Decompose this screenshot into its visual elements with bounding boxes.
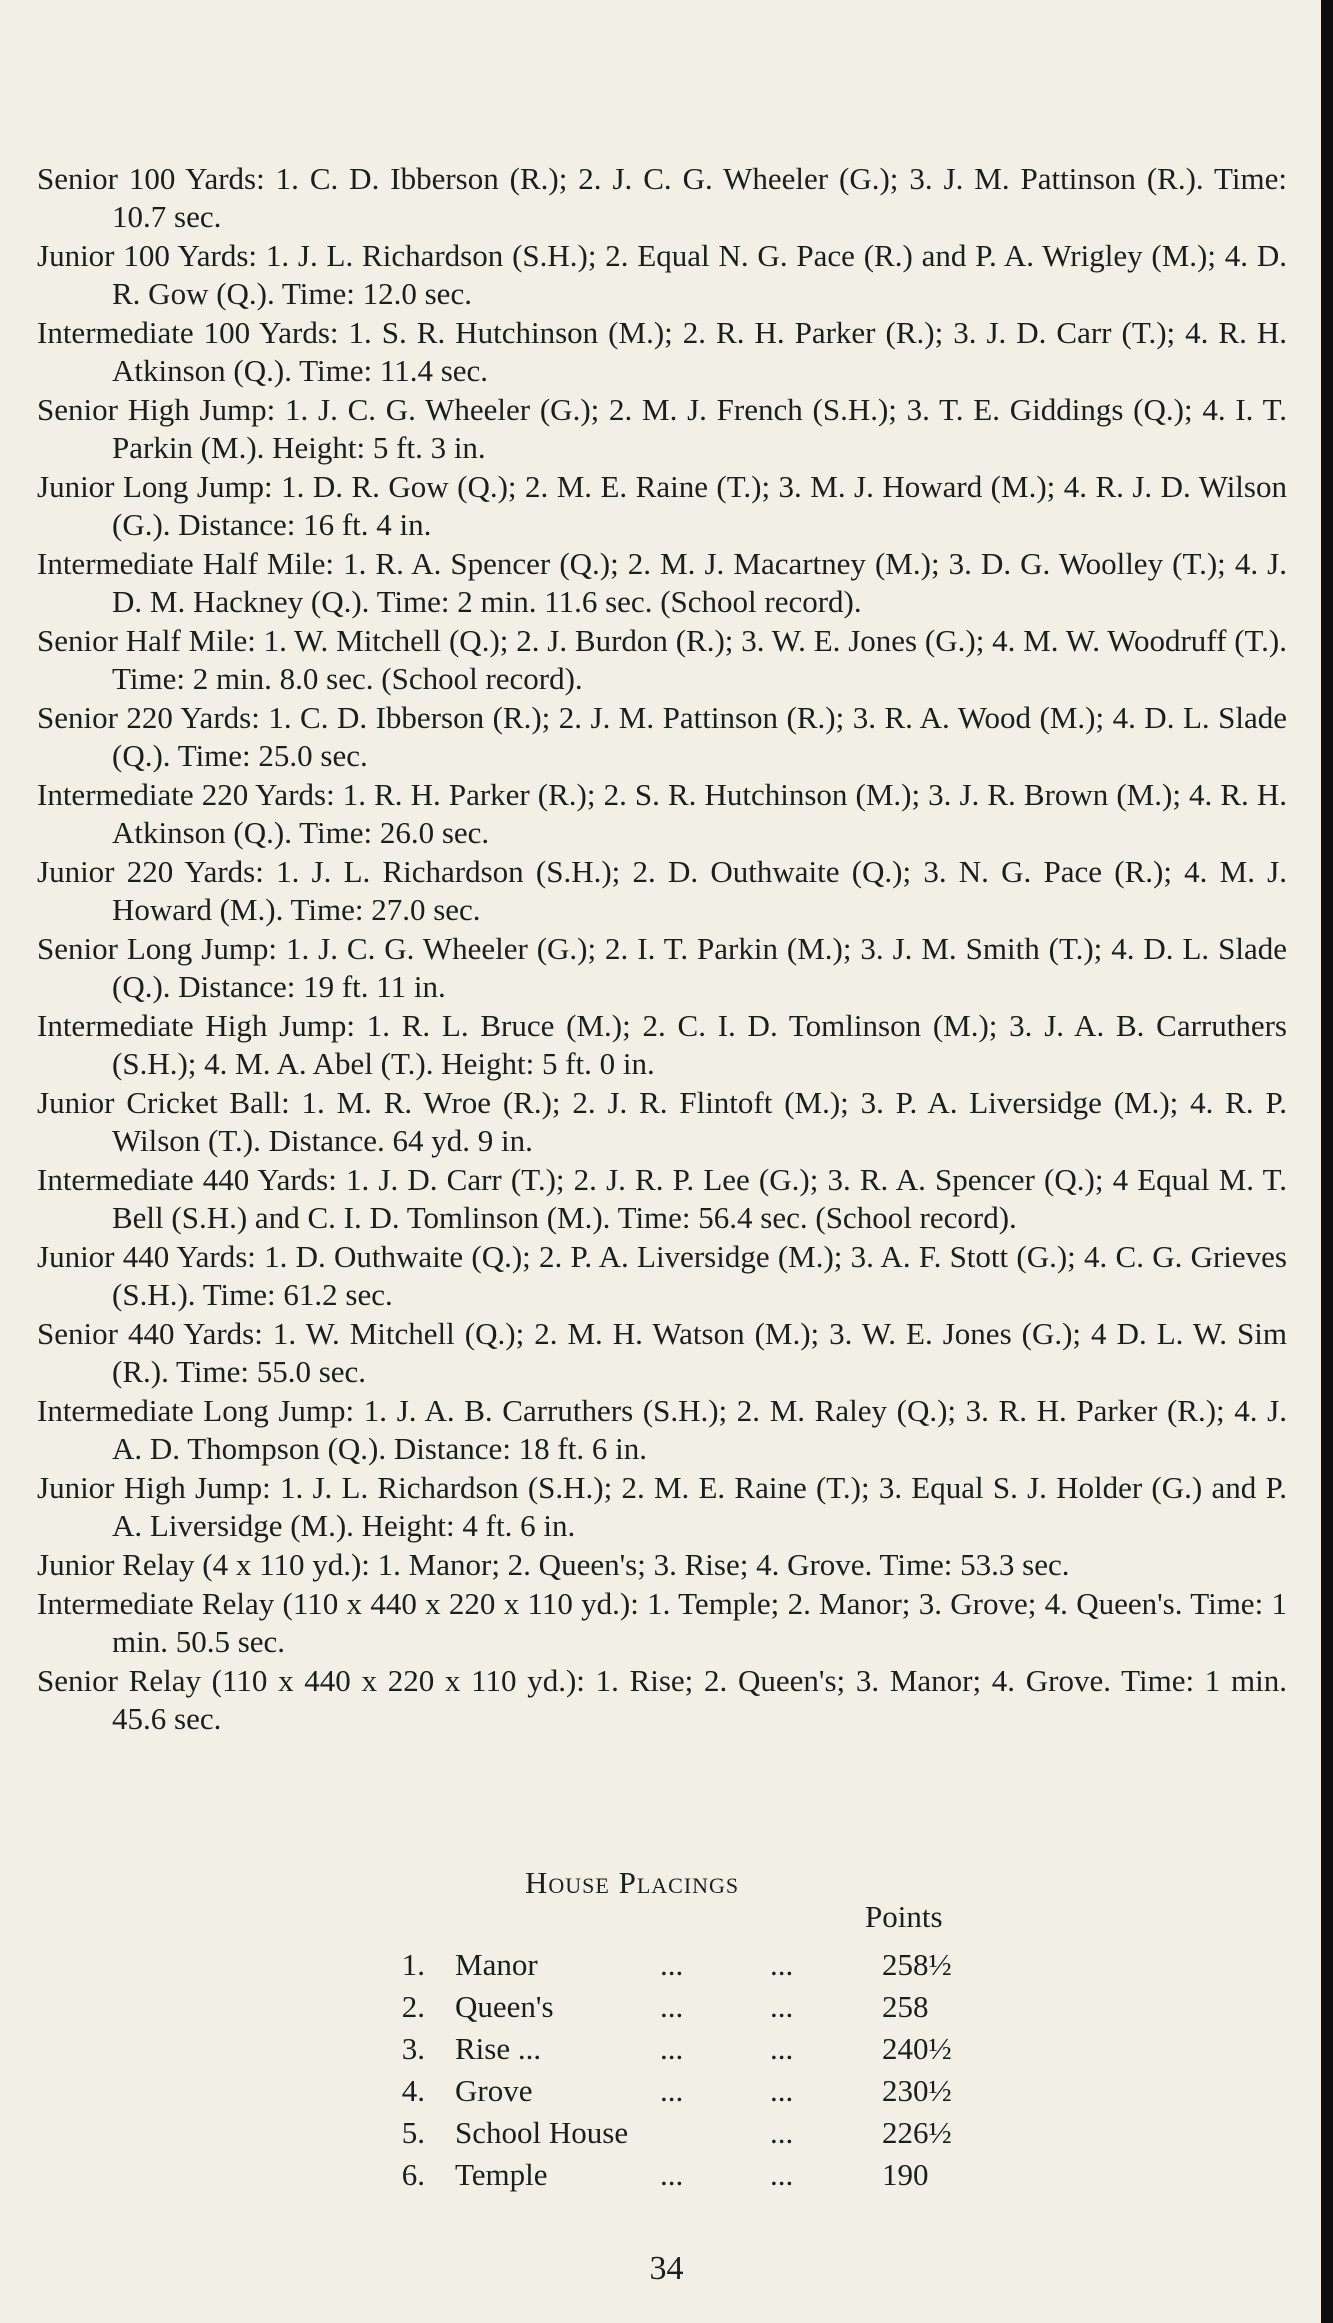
placing-points: 226½ bbox=[882, 2115, 952, 2150]
result-entry: Junior High Jump: 1. J. L. Richardson (S.H.); 2. M. E. Raine (T.); 3. Equal S. J. Holder (G.) and P. A. Liversidge (M.). Height: 4 ft. 6 in. bbox=[37, 1470, 1287, 1543]
placing-points: 190 bbox=[882, 2157, 929, 2192]
placing-rank: 2. bbox=[401, 1989, 425, 2024]
result-entry: Intermediate 440 Yards: 1. J. D. Carr (T.); 2. J. R. P. Lee (G.); 3. R. A. Spencer (Q.); 4 Equal M. T. Bell (S.H.) and C. I. D. Tomlinson (M.). Time: 56.4 sec. (School record). bbox=[37, 1162, 1287, 1235]
result-entry: Intermediate 220 Yards: 1. R. H. Parker (R.); 2. S. R. Hutchinson (M.); 3. J. R. Brown (M.); 4. R. H. Atkinson (Q.). Time: 26.0 sec. bbox=[37, 777, 1287, 850]
placing-row bbox=[0, 2157, 1333, 2199]
result-entry: Intermediate Half Mile: 1. R. A. Spencer (Q.); 2. M. J. Macartney (M.); 3. D. G. Woolley (T.); 4. J. D. M. Hackney (Q.). Time: 2 min. 11.6 sec. (School record). bbox=[37, 546, 1287, 619]
result-entry: Senior 440 Yards: 1. W. Mitchell (Q.); 2. M. H. Watson (M.); 3. W. E. Jones (G.); 4 D. L. W. Sim (R.). Time: 55.0 sec. bbox=[37, 1316, 1287, 1389]
leader-dots: ... bbox=[660, 2157, 684, 2192]
result-entry: Intermediate Relay (110 x 440 x 220 x 110 yd.): 1. Temple; 2. Manor; 3. Grove; 4. Queen's. Time: 1 min. 50.5 sec. bbox=[37, 1586, 1287, 1659]
result-entry: Intermediate High Jump: 1. R. L. Bruce (M.); 2. C. I. D. Tomlinson (M.); 3. J. A. B. Carruthers (S.H.); 4. M. A. Abel (T.). Height: 5 ft. 0 in. bbox=[37, 1008, 1287, 1081]
leader-dots: ... bbox=[770, 2031, 794, 2066]
leader-dots: ... bbox=[770, 1989, 794, 2024]
result-entry: Senior 220 Yards: 1. C. D. Ibberson (R.); 2. J. M. Pattinson (R.); 3. R. A. Wood (M.); 4. D. L. Slade (Q.). Time: 25.0 sec. bbox=[37, 700, 1287, 773]
result-entry: Junior 220 Yards: 1. J. L. Richardson (S.H.); 2. D. Outhwaite (Q.); 3. N. G. Pace (R.); 4. M. J. Howard (M.). Time: 27.0 sec. bbox=[37, 854, 1287, 927]
leader-dots: ... bbox=[660, 2031, 684, 2066]
leader-dots: ... bbox=[660, 2073, 684, 2108]
result-entry: Senior High Jump: 1. J. C. G. Wheeler (G.); 2. M. J. French (S.H.); 3. T. E. Giddings (Q.); 4. I. T. Parkin (M.). Height: 5 ft. 3 in. bbox=[37, 392, 1287, 465]
placing-rank: 6. bbox=[401, 2157, 425, 2192]
placing-house: School House bbox=[455, 2115, 629, 2150]
leader-dots: ... bbox=[770, 2115, 794, 2150]
placing-house: Temple bbox=[455, 2157, 548, 2192]
result-entry: Junior Cricket Ball: 1. M. R. Wroe (R.); 2. J. R. Flintoft (M.); 3. P. A. Liversidge (M.); 4. R. P. Wilson (T.). Distance. 64 yd. 9 in. bbox=[37, 1085, 1287, 1158]
leader-dots: ... bbox=[770, 2073, 794, 2108]
placing-house: Grove bbox=[455, 2073, 533, 2108]
placing-points: 230½ bbox=[882, 2073, 952, 2108]
placing-rank: 4. bbox=[401, 2073, 425, 2108]
result-entry: Junior Long Jump: 1. D. R. Gow (Q.); 2. M. E. Raine (T.); 3. M. J. Howard (M.); 4. R. J. D. Wilson (G.). Distance: 16 ft. 4 in. bbox=[37, 469, 1287, 542]
placing-house: Rise ... bbox=[455, 2031, 542, 2066]
leader-dots: ... bbox=[770, 1947, 794, 1982]
result-entry: Intermediate 100 Yards: 1. S. R. Hutchinson (M.); 2. R. H. Parker (R.); 3. J. D. Carr (T.); 4. R. H. Atkinson (Q.). Time: 11.4 sec. bbox=[37, 315, 1287, 388]
placing-points: 258 bbox=[882, 1989, 929, 2024]
placing-row bbox=[0, 1947, 1333, 1989]
placing-points: 240½ bbox=[882, 2031, 952, 2066]
placing-rank: 5. bbox=[401, 2115, 425, 2150]
result-entry: Senior Long Jump: 1. J. C. G. Wheeler (G.); 2. I. T. Parkin (M.); 3. J. M. Smith (T.); 4. D. L. Slade (Q.). Distance: 19 ft. 11 in. bbox=[37, 931, 1287, 1004]
placing-rank: 1. bbox=[401, 1947, 425, 1982]
result-entry: Junior Relay (4 x 110 yd.): 1. Manor; 2. Queen's; 3. Rise; 4. Grove. Time: 53.3 sec. bbox=[37, 1547, 1070, 1582]
placing-row bbox=[0, 1989, 1333, 2031]
placing-row bbox=[0, 2115, 1333, 2157]
result-entry: Intermediate Long Jump: 1. J. A. B. Carruthers (S.H.); 2. M. Raley (Q.); 3. R. H. Parker (R.); 4. J. A. D. Thompson (Q.). Distance: 18 ft. 6 in. bbox=[37, 1393, 1287, 1466]
house-placings-heading: House Placings bbox=[525, 1865, 740, 1900]
placing-points: 258½ bbox=[882, 1947, 952, 1982]
leader-dots: ... bbox=[660, 1947, 684, 1982]
placing-row bbox=[0, 2031, 1333, 2073]
result-entry: Senior Half Mile: 1. W. Mitchell (Q.); 2. J. Burdon (R.); 3. W. E. Jones (G.); 4. M. W. Woodruff (T.). Time: 2 min. 8.0 sec. (School record). bbox=[37, 623, 1287, 696]
placing-rank: 3. bbox=[401, 2031, 425, 2066]
leader-dots: ... bbox=[660, 1989, 684, 2024]
result-entry: Junior 100 Yards: 1. J. L. Richardson (S.H.); 2. Equal N. G. Pace (R.) and P. A. Wrigley (M.); 4. D. R. Gow (Q.). Time: 12.0 sec. bbox=[37, 238, 1287, 311]
points-column-header: Points bbox=[865, 1899, 943, 1934]
page-number: 34 bbox=[649, 2250, 684, 2287]
result-entry: Senior Relay (110 x 440 x 220 x 110 yd.): 1. Rise; 2. Queen's; 3. Manor; 4. Grove. Time: 1 min. 45.6 sec. bbox=[37, 1663, 1287, 1736]
placing-house: Queen's bbox=[455, 1989, 554, 2024]
results-list bbox=[37, 160, 1287, 1739]
placing-house: Manor bbox=[455, 1947, 538, 1982]
placing-row bbox=[0, 2073, 1333, 2115]
result-entry: Senior 100 Yards: 1. C. D. Ibberson (R.); 2. J. C. G. Wheeler (G.); 3. J. M. Pattinson (R.). Time: 10.7 sec. bbox=[37, 161, 1287, 234]
result-entry: Junior 440 Yards: 1. D. Outhwaite (Q.); 2. P. A. Liversidge (M.); 3. A. F. Stott (G.); 4. C. G. Grieves (S.H.). Time: 61.2 sec. bbox=[37, 1239, 1287, 1312]
leader-dots: ... bbox=[770, 2157, 794, 2192]
